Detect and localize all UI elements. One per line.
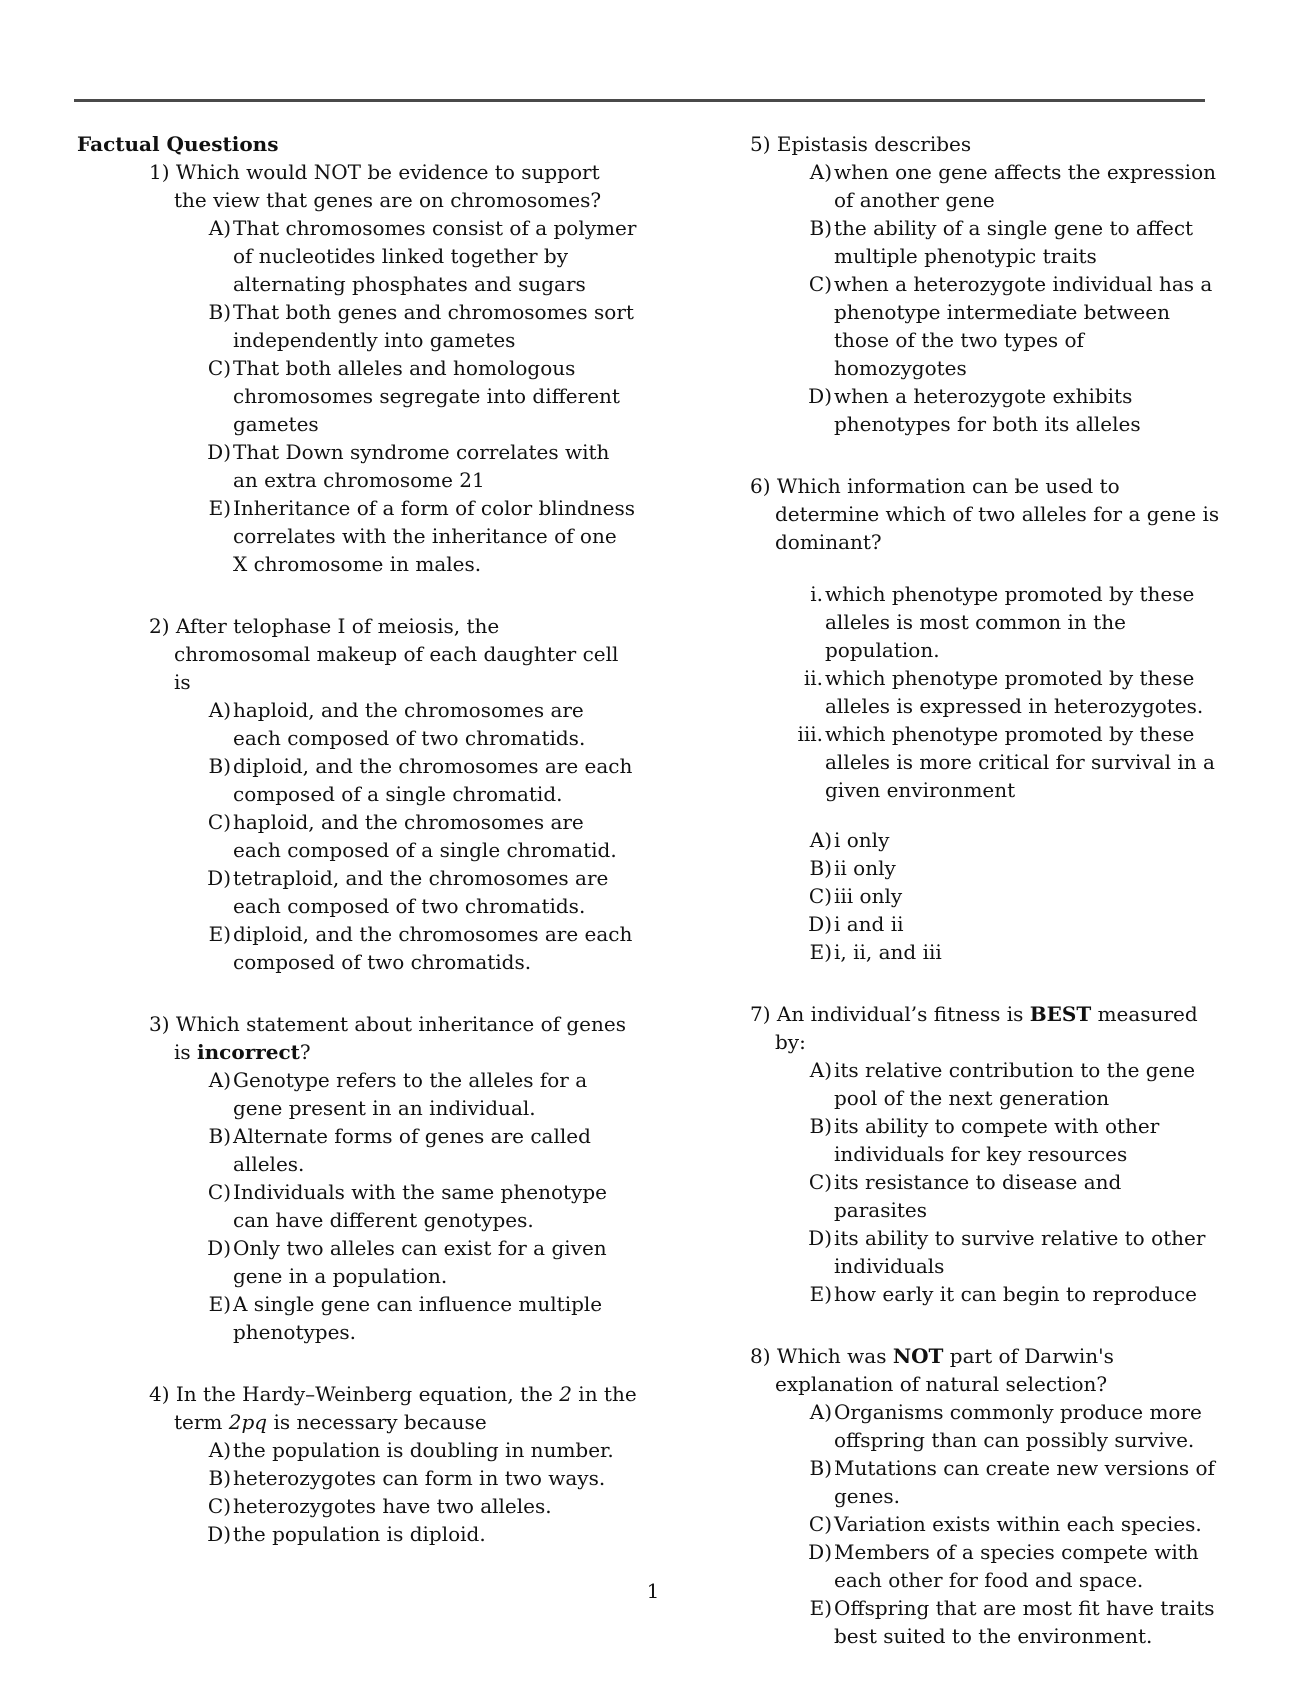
answer-choices xyxy=(750,1056,1220,1308)
choice-d: D) Members of a species compete with each other for food and space. xyxy=(808,1540,1199,1592)
choice-c: C) Individuals with the same phenotype can have different genotypes. xyxy=(207,1180,607,1232)
question-stem: 1) Which would NOT be evidence to support the view that genes are on chromosomes? xyxy=(149,160,602,212)
choice-e: E) diploid, and the chromosomes are each composed of two chromatids. xyxy=(208,922,633,974)
choice-a: A) Genotype refers to the alleles for a gene present in an individual. xyxy=(208,1068,588,1120)
answer-choices xyxy=(149,696,637,976)
question-4 xyxy=(77,1380,637,1548)
question-8 xyxy=(750,1342,1220,1650)
question-5 xyxy=(750,130,1220,438)
question-number: 7) xyxy=(750,1002,771,1026)
choice-d: D) i and ii xyxy=(808,912,904,936)
question-number: 8) xyxy=(750,1344,771,1368)
question-2 xyxy=(77,612,637,976)
choice-b: B) heterozygotes can form in two ways. xyxy=(208,1466,606,1490)
question-stem: 7) An individual’s fitness is BEST measured by: xyxy=(750,1002,1198,1054)
choice-e: E) A single gene can influence multiple phenotypes. xyxy=(208,1292,603,1344)
choice-e: E) Offspring that are most fit have traits best suited to the environment. xyxy=(809,1596,1215,1648)
choice-c: C) heterozygotes have two alleles. xyxy=(207,1494,552,1518)
page-number: 1 xyxy=(646,1579,660,1603)
choice-e: E) i, ii, and iii xyxy=(809,940,942,964)
choice-c: C) haploid, and the chromosomes are each composed of a single chromatid. xyxy=(207,810,617,862)
choice-a: A) haploid, and the chromosomes are each composed of two chromatids. xyxy=(208,698,586,750)
choice-d: D) its ability to survive relative to other individuals xyxy=(808,1226,1206,1278)
choice-b: B) diploid, and the chromosomes are each composed of a single chromatid. xyxy=(208,754,633,806)
question-stem: 8) Which was NOT part of Darwin's explanation of natural selection? xyxy=(750,1344,1114,1396)
question-stem: 2) After telophase I of meiosis, the chromosomal makeup of each daughter cell is xyxy=(149,614,619,694)
question-7 xyxy=(750,1000,1220,1308)
choice-a: A) i only xyxy=(809,828,890,852)
choice-c: C) its resistance to disease and parasites xyxy=(808,1170,1122,1222)
choice-d: D) Only two alleles can exist for a given gene in a population. xyxy=(207,1236,607,1288)
choice-a: A) That chromosomes consist of a polymer of nucleotides linked together by alternating phosphates and sugars xyxy=(208,216,637,296)
left-column xyxy=(77,130,637,1582)
choice-d: D) That Down syndrome correlates with an extra chromosome 21 xyxy=(207,440,610,492)
top-rule xyxy=(74,99,1205,102)
question-6 xyxy=(750,472,1220,966)
question-number: 4) xyxy=(149,1382,170,1406)
answer-choices xyxy=(149,1066,637,1346)
answer-choices xyxy=(750,158,1220,438)
answer-choices xyxy=(149,1436,637,1548)
emphasis-text: BEST xyxy=(1029,1002,1092,1026)
choice-e: E) Inheritance of a form of color blindness correlates with the inheritance of one X chromosome in males. xyxy=(208,496,636,576)
choice-a: A) the population is doubling in number. xyxy=(208,1438,614,1462)
answer-choices xyxy=(750,826,1220,966)
roman-item-iii: iii. which phenotype promoted by these alleles is more critical for survival in a given environment xyxy=(797,722,1215,802)
question-3 xyxy=(77,1010,637,1346)
question-1 xyxy=(77,158,637,578)
emphasis-text: NOT xyxy=(892,1344,944,1368)
choice-c: C) That both alleles and homologous chromosomes segregate into different gametes xyxy=(207,356,620,436)
answer-choices xyxy=(750,1398,1220,1650)
choice-a: A) when one gene affects the expression of another gene xyxy=(809,160,1217,212)
choice-b: B) Alternate forms of genes are called alleles. xyxy=(208,1124,591,1176)
choice-c: C) Variation exists within each species. xyxy=(808,1512,1202,1536)
choice-b: B) its ability to compete with other individuals for key resources xyxy=(809,1114,1160,1166)
roman-numeral-list xyxy=(750,580,1220,804)
question-stem: 5) Epistasis describes xyxy=(750,132,972,156)
question-number: 1) xyxy=(149,160,170,184)
choice-d: D) the population is diploid. xyxy=(207,1522,486,1546)
question-number: 3) xyxy=(149,1012,170,1036)
question-number: 6) xyxy=(750,474,771,498)
choice-d: D) tetraploid, and the chromosomes are each composed of two chromatids. xyxy=(207,866,609,918)
choice-c: C) when a heterozygote individual has a phenotype intermediate between those of the two types of homozygotes xyxy=(808,272,1213,380)
emphasis-text: incorrect xyxy=(197,1040,300,1064)
question-stem: 4) In the Hardy–Weinberg equation, the 2 in the term 2pq is necessary because xyxy=(149,1382,637,1434)
roman-item-i: i. which phenotype promoted by these alleles is most common in the population. xyxy=(810,582,1195,662)
choice-b: B) Mutations can create new versions of genes. xyxy=(809,1456,1215,1508)
choice-e: E) how early it can begin to reproduce xyxy=(809,1282,1197,1306)
question-stem: 6) Which information can be used to determine which of two alleles for a gene is dominant? xyxy=(750,474,1220,554)
choice-d: D) when a heterozygote exhibits phenotypes for both its alleles xyxy=(808,384,1141,436)
choice-a: A) its relative contribution to the gene pool of the next generation xyxy=(809,1058,1196,1110)
choice-b: B) ii only xyxy=(809,856,896,880)
choice-a: A) Organisms commonly produce more offspring than can possibly survive. xyxy=(809,1400,1202,1452)
answer-choices xyxy=(149,214,637,578)
question-stem: 3) Which statement about inheritance of genes is incorrect? xyxy=(149,1012,626,1064)
right-column xyxy=(750,130,1220,1684)
roman-item-ii: ii. which phenotype promoted by these alleles is expressed in heterozygotes. xyxy=(803,666,1204,718)
choice-c: C) iii only xyxy=(808,884,903,908)
choice-b: B) That both genes and chromosomes sort independently into gametes xyxy=(208,300,634,352)
question-number: 2) xyxy=(149,614,170,638)
choice-b: B) the ability of a single gene to affect multiple phenotypic traits xyxy=(809,216,1194,268)
section-title: Factual Questions xyxy=(77,132,279,156)
question-number: 5) xyxy=(750,132,771,156)
